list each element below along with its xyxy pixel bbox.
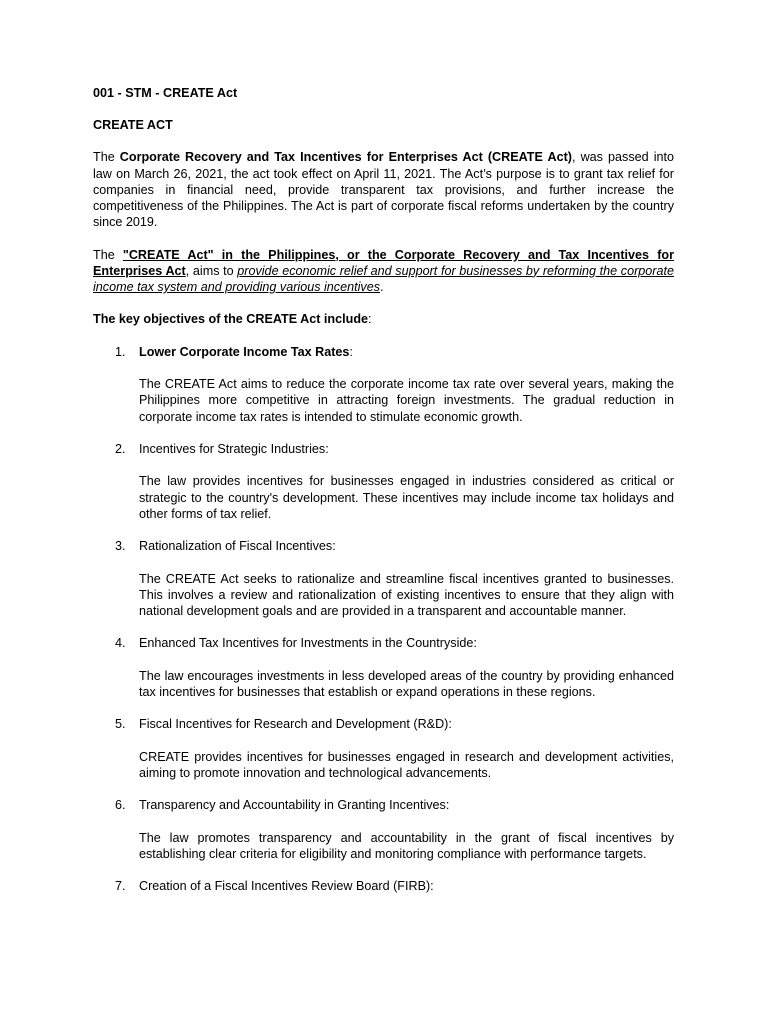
list-item-number: 1. bbox=[115, 344, 126, 359]
objectives-list bbox=[93, 344, 674, 895]
list-item-description: The CREATE Act aims to reduce the corporate income tax rate over several years, making the Philippines more competitive in attracting foreign investments. The gradual reduction in corporate income tax rates is intended to stimulate economic growth. bbox=[139, 377, 674, 424]
list-item-number: 2. bbox=[115, 441, 126, 456]
list-item-title: Creation of a Fiscal Incentives Review Board (FIRB): bbox=[139, 879, 434, 894]
list-item bbox=[93, 878, 674, 894]
list-item bbox=[93, 716, 674, 781]
list-item bbox=[93, 344, 674, 425]
list-item-description: The CREATE Act seeks to rationalize and streamline fiscal incentives granted to businesses. This involves a review and rationalization of existing incentives to ensure that they align with national development goals and are provided in a transparent and accountable manner. bbox=[139, 571, 674, 618]
list-item-number: 5. bbox=[115, 717, 126, 732]
list-item-number: 4. bbox=[115, 636, 126, 651]
list-item-title-colon: : bbox=[349, 344, 353, 359]
document-title: 001 - STM - CREATE Act bbox=[93, 86, 238, 100]
intro-p2-the: The bbox=[93, 247, 115, 262]
list-item-number: 3. bbox=[115, 539, 126, 554]
list-item-title bbox=[139, 344, 674, 360]
intro-p2-mid: , aims to bbox=[185, 263, 234, 278]
intro-p2-emphasis: provide economic relief and support for businesses by reforming the corporate income tax system and providing various incentives bbox=[93, 263, 675, 295]
list-item-description: The law encourages investments in less developed areas of the country by providing enhanced tax incentives for businesses that establish or expand operations in these regions. bbox=[139, 668, 674, 699]
list-item-description: The law provides incentives for businesses engaged in industries considered as critical or strategic to the country's development. These incentives may include income tax holidays and other forms of tax relief. bbox=[139, 474, 674, 521]
document-page bbox=[93, 85, 674, 911]
create-act-link[interactable]: "CREATE Act" in the Philippines, or the Corporate Recovery and Tax Incentives for Enterprises Act bbox=[93, 247, 674, 278]
list-item-title-text: Lower Corporate Income Tax Rates bbox=[139, 344, 350, 359]
intro-p2-end: . bbox=[380, 280, 384, 295]
list-item-title: Rationalization of Fiscal Incentives: bbox=[139, 539, 336, 554]
list-item bbox=[93, 441, 674, 522]
list-item-title: Fiscal Incentives for Research and Development (R&D): bbox=[139, 717, 452, 732]
objectives-heading-text: The key objectives of the CREATE Act include bbox=[93, 312, 369, 327]
intro-paragraph-1 bbox=[93, 149, 674, 230]
intro-paragraph-2 bbox=[93, 247, 674, 296]
list-item-description: The law promotes transparency and accountability in the grant of fiscal incentives by establishing clear criteria for eligibility and monitoring compliance with performance targets. bbox=[139, 830, 674, 861]
objectives-heading bbox=[93, 311, 674, 327]
list-item bbox=[93, 797, 674, 862]
list-item bbox=[93, 635, 674, 700]
list-item-title: Transparency and Accountability in Granting Incentives: bbox=[139, 798, 450, 813]
list-item-number: 7. bbox=[115, 879, 126, 894]
list-item-title: Enhanced Tax Incentives for Investments in the Countryside: bbox=[139, 636, 477, 651]
intro-p1-body: , was passed into law on March 26, 2021, the act took effect on April 11, 2021. The Act’s purpose is to grant tax relief for companies in financial need, provide transparent tax provisions, and further increase the competitiveness of the Philippines. The Act is part of corporate fiscal reforms undertaken by the country since 2019. bbox=[93, 150, 675, 230]
list-item-number: 6. bbox=[115, 798, 126, 813]
list-item-title: Incentives for Strategic Industries: bbox=[139, 441, 329, 456]
objectives-heading-colon: : bbox=[368, 312, 372, 327]
section-title: CREATE ACT bbox=[93, 118, 173, 133]
intro-p1-the: The bbox=[93, 150, 115, 165]
act-full-name: Corporate Recovery and Tax Incentives for Enterprises Act (CREATE Act) bbox=[119, 150, 572, 165]
list-item-description: CREATE provides incentives for businesses engaged in research and development activities, aiming to promote innovation and technological advancements. bbox=[139, 749, 674, 780]
list-item bbox=[93, 538, 674, 619]
